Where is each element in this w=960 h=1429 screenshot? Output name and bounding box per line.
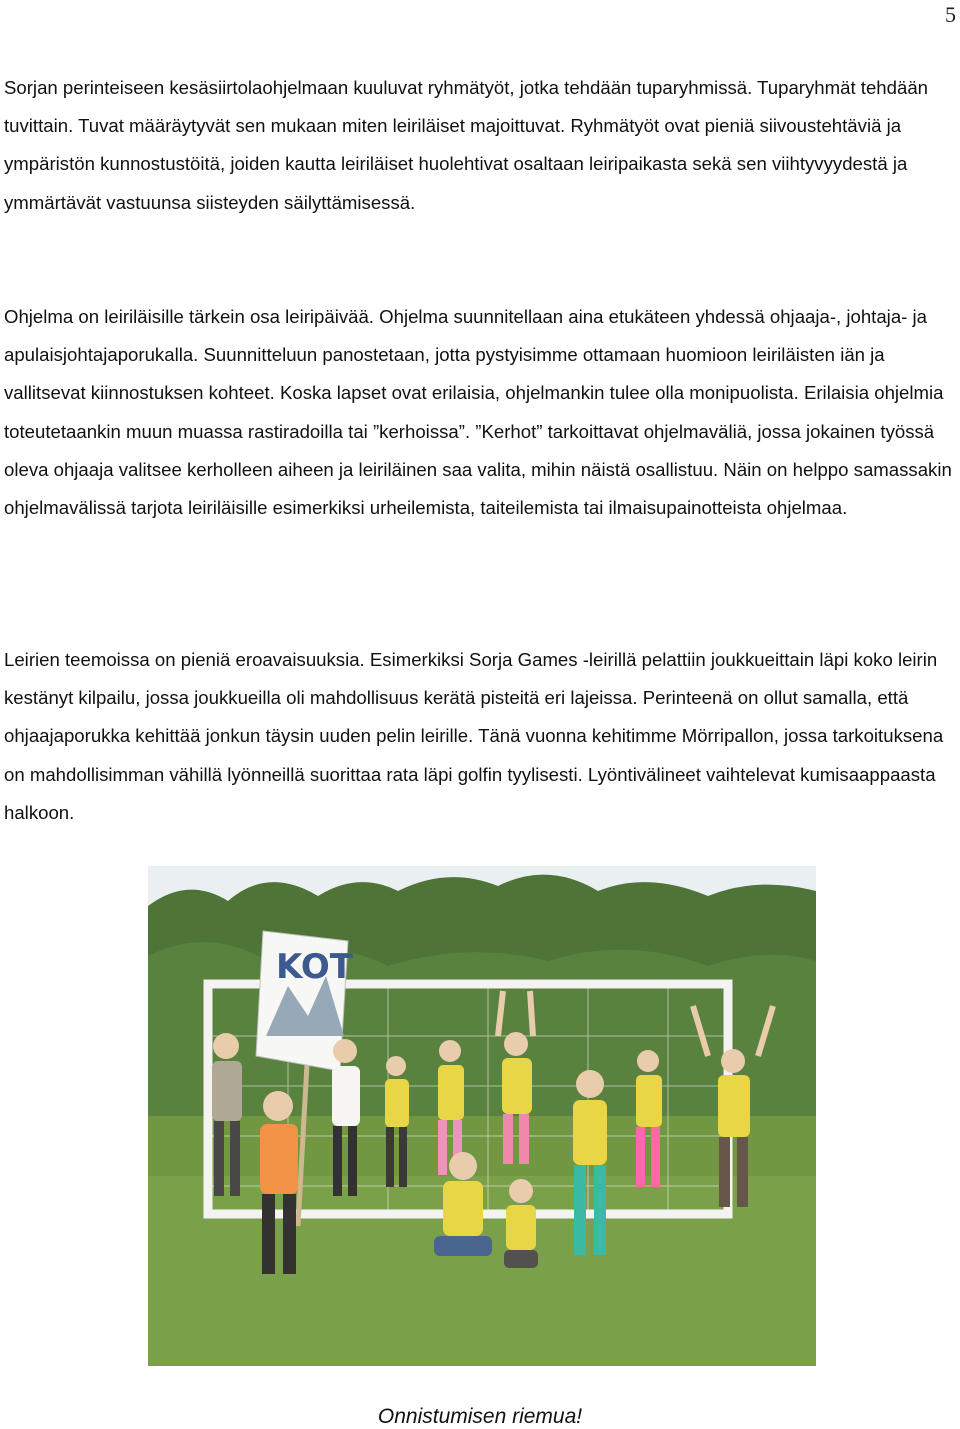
- paragraph-program: Ohjelma on leiriläisille tärkein osa leiripäivää. Ohjelma suunnitellaan aina etukäteen yhdessä ohjaaja-, johtaja- ja apulaisjohtajaporukalla. Suunnitteluun panostetaan, jotta pystyisimme ottamaan huomioon leiriläisten iän ja vallitsevat kiinnostuksen kohteet. Koska lapset ovat erilaisia, ohjelmankin tulee olla monipuolista. Erilaisia ohjelmia toteutetaankin muun muassa rastiradoilla tai ”kerhoissa”. ”Kerhot” tarkoittavat ohjelmaväliä, jossa jokainen työssä oleva ohjaaja valitsee kerholleen aiheen ja leiriläinen saa valita, mihin näistä osallistuu. Näin on helppo samassakin ohjelmavälissä tarjota leiriläisille esimerkiksi urheilemista, taiteilemista tai ilmaisupainotteista ohjelmaa.: [4, 306, 952, 519]
- page-number: 5: [945, 2, 956, 27]
- paragraph-themes: Leirien teemoissa on pieniä eroavaisuuksia. Esimerkiksi Sorja Games -leirillä pelattiin joukkueittain läpi koko leirin kestänyt kilpailu, jossa joukkueilla oli mahdollisuus kerätä pisteitä eri lajeissa. Perinteenä on ollut samalla, että ohjaajaporukka kehittää jonkun täysin uuden pelin leirille. Tänä vuonna kehitimme Mörripallon, jossa tarkoituksena on mahdollisimman vähillä lyönneillä suorittaa rata läpi golfin tyylisesti. Lyöntivälineet vaihtelevat kumisaappaasta halkoon.: [4, 649, 944, 823]
- photo-sign-text: KOT: [276, 947, 353, 987]
- paragraph-group-work: Sorjan perinteiseen kesäsiirtolaohjelmaan kuuluvat ryhmätyöt, jotka tehdään tuparyhmissä. Tuparyhmät tehdään tuvittain. Tuvat määräytyvät sen mukaan miten leiriläiset majoittuvat. Ryhmätyöt ovat pieniä siivoustehtäviä ja ympäristön kunnostustöitä, joiden kautta leiriläiset huolehtivat osaltaan leiripaikasta sekä sen viihtyvyydestä ja ymmärtävät vastuunsa siisteyden säilyttämisessä.: [4, 77, 929, 213]
- group-photo: [148, 866, 816, 1366]
- photo-caption: Onnistumisen riemua!: [377, 1405, 583, 1428]
